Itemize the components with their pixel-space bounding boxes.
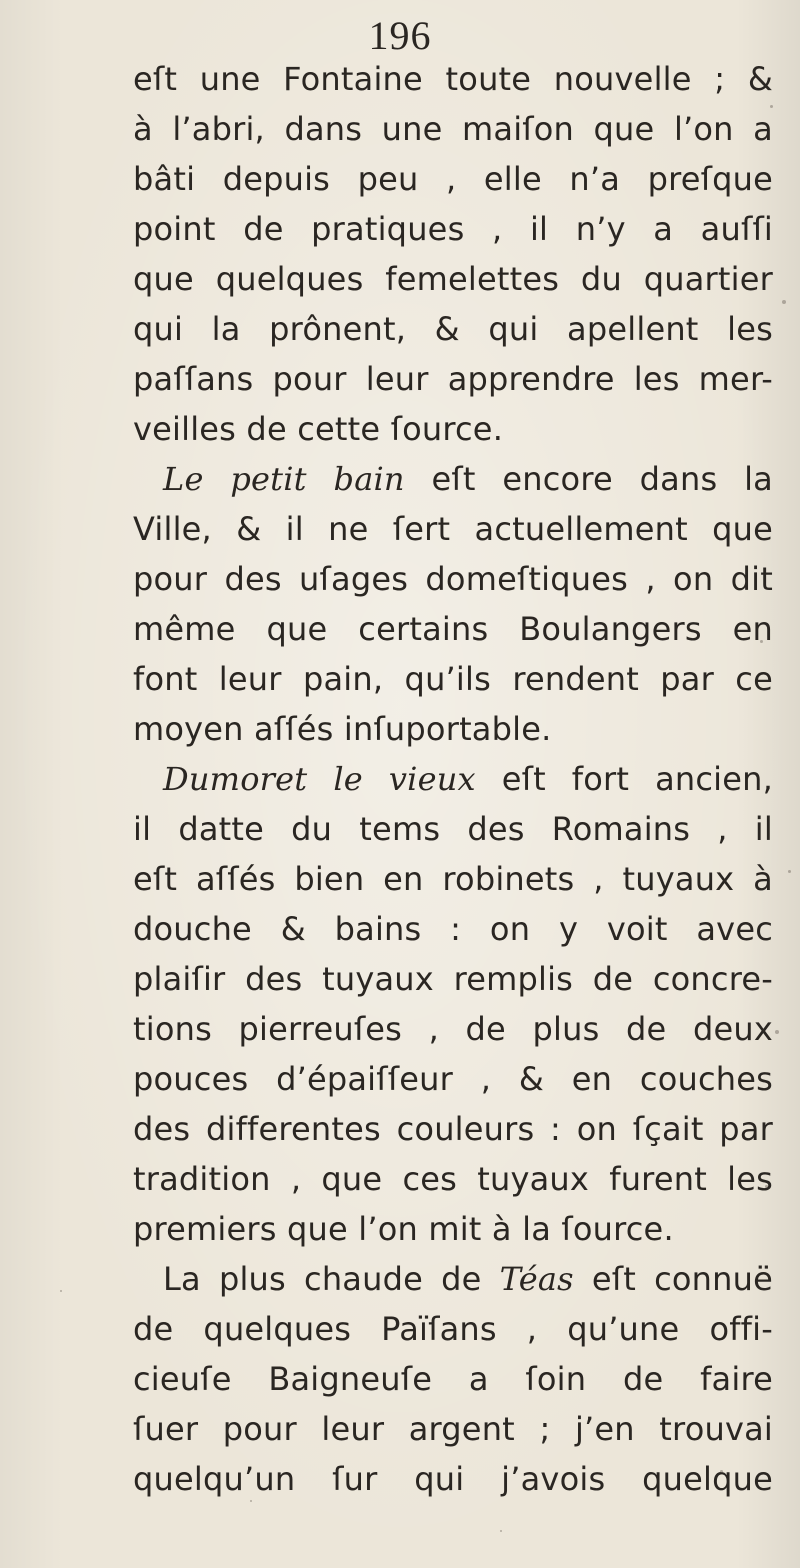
text-segment: ſuer pour leur argent ; j’en trouvai (133, 1410, 773, 1448)
text-segment: premiers que l’on mit à la ſource. (133, 1210, 674, 1248)
text-line (133, 754, 773, 804)
text-segment: qui la prônent, & qui apellent les (133, 310, 773, 348)
text-line (133, 1104, 773, 1154)
text-line (133, 504, 773, 554)
text-line (133, 54, 773, 104)
text-segment: bâti depuis peu , elle n’a preſque (133, 160, 773, 198)
paper-speck (250, 1500, 252, 1502)
text-line (133, 954, 773, 1004)
text-segment: pour des uſages domeſtiques , on dit (133, 560, 773, 598)
text-line (133, 704, 773, 754)
text-segment: moyen aſſés inſuportable. (133, 710, 552, 748)
text-line (133, 604, 773, 654)
text-line (133, 1154, 773, 1204)
text-line (133, 1204, 773, 1254)
text-line (133, 454, 773, 504)
text-segment: tions pierreuſes , de plus de deux (133, 1010, 773, 1048)
text-line (133, 1004, 773, 1054)
text-line (133, 104, 773, 154)
text-line (133, 904, 773, 954)
page-number: 196 (368, 13, 432, 58)
text-line (133, 654, 773, 704)
paper-speck (60, 1290, 62, 1292)
text-block (133, 54, 773, 1504)
paper-speck (720, 1470, 723, 1473)
text-segment: veilles de cette ſource. (133, 410, 504, 448)
paper-speck (782, 300, 786, 304)
text-line (133, 154, 773, 204)
text-line (133, 404, 773, 454)
text-segment: font leur pain, qu’ils rendent par ce (133, 660, 773, 698)
text-line (133, 1404, 773, 1454)
text-segment: eſt connuë (573, 1260, 773, 1298)
text-segment: eſt fort ancien, (475, 760, 773, 798)
text-segment: des differentes couleurs : on ſçait par (133, 1110, 773, 1148)
text-segment: eſt encore dans la (404, 460, 773, 498)
paper-speck (760, 640, 763, 643)
text-segment: Ville, & il ne ſert actuellement que (133, 510, 773, 548)
text-line (133, 804, 773, 854)
paper-speck (788, 870, 791, 873)
text-segment: que quelques femelettes du quartier (133, 260, 773, 298)
text-segment: eſt aſſés bien en robinets , tuyaux à (133, 860, 773, 898)
paper-speck (500, 1530, 502, 1532)
text-line (133, 354, 773, 404)
text-segment: tradition , que ces tuyaux furent les (133, 1160, 773, 1198)
text-segment: il datte du tems des Romains , il (133, 810, 773, 848)
text-segment: plaiſir des tuyaux remplis de concre- (133, 960, 773, 998)
text-segment: La plus chaude de (163, 1260, 500, 1298)
text-segment: eſt une Fontaine toute nouvelle ; & (133, 60, 773, 98)
text-segment: quelqu’un ſur qui j’avois quelque (133, 1460, 773, 1498)
paper-speck (770, 105, 773, 108)
text-line (133, 1354, 773, 1404)
italic-text: Dumoret le vieux (163, 760, 476, 798)
text-segment: à l’abri, dans une maiſon que l’on a (133, 110, 773, 148)
italic-text: Le petit bain (163, 460, 405, 498)
text-line (133, 204, 773, 254)
text-segment: cieuſe Baigneuſe a ſoin de faire (133, 1360, 773, 1398)
text-line (133, 1054, 773, 1104)
text-segment: de quelques Païſans , qu’une offi- (133, 1310, 773, 1348)
text-segment: douche & bains : on y voit avec (133, 910, 773, 948)
text-line (133, 1254, 773, 1304)
text-line (133, 1454, 773, 1504)
text-segment: paſſans pour leur apprendre les mer- (133, 360, 773, 398)
text-segment: même que certains Boulangers en (133, 610, 773, 648)
text-line (133, 304, 773, 354)
paper-speck (775, 1030, 779, 1034)
paper-speck (765, 1185, 768, 1188)
text-segment: point de pratiques , il n’y a auſſi (133, 210, 773, 248)
text-line (133, 1304, 773, 1354)
italic-text: Téas (499, 1260, 574, 1298)
text-segment: pouces d’épaiſſeur , & en couches (133, 1060, 773, 1098)
text-line (133, 854, 773, 904)
text-line (133, 254, 773, 304)
text-line (133, 554, 773, 604)
